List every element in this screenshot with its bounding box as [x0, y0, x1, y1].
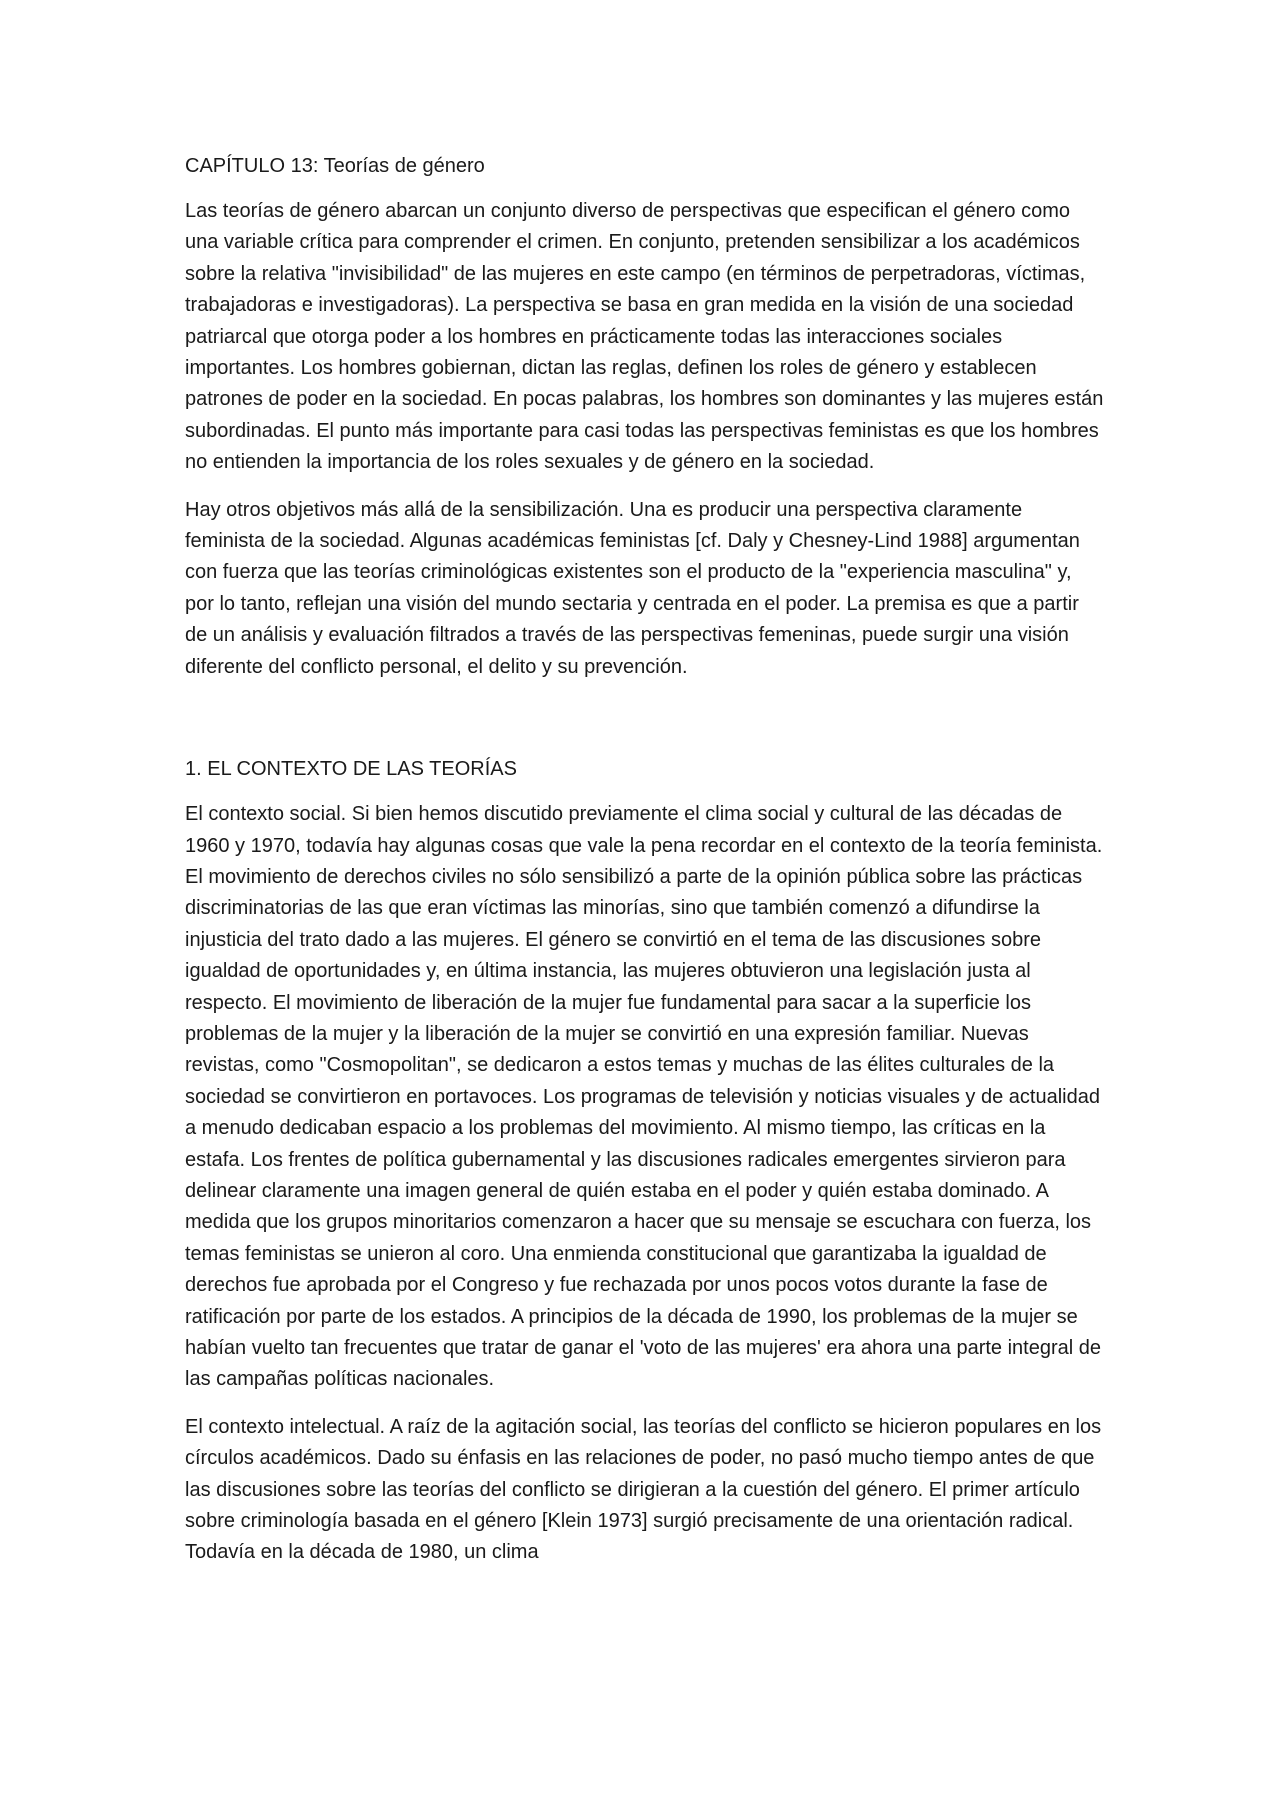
- chapter-title: CAPÍTULO 13: Teorías de género: [185, 155, 485, 177]
- section-title: 1. EL CONTEXTO DE LAS TEORÍAS: [185, 758, 517, 781]
- section-spacer: [185, 699, 1105, 753]
- intro-paragraph-2: Hay otros objetivos más allá de la sensibilización. Una es producir una perspectiva claramente feminista de la sociedad. Algunas académicas feministas [cf. Daly y Chesney-Lind 1988] argumentan con fuerza que las teorías criminológicas existentes son el producto de la "experiencia masculina" y, por lo tanto, reflejan una visión del mundo sectaria y centrada en el poder. La premisa es que a partir de un análisis y evaluación filtrados a través de las perspectivas femeninas, puede surgir una visión diferente del conflicto personal, el delito y su prevención.: [185, 498, 1080, 678]
- document-page: [185, 150, 1105, 1585]
- intro-paragraph-1: Las teorías de género abarcan un conjunto diverso de perspectivas que especifican el género como una variable crítica para comprender el crimen. En conjunto, pretenden sensibilizar a los académicos sobre la relativa "invisibilidad" de las mujeres en este campo (en términos de perpetradoras, víctimas, trabajadoras e investigadoras). La perspectiva se basa en gran medida en la visión de una sociedad patriarcal que otorga poder a los hombres en prácticamente todas las interacciones sociales importantes. Los hombres gobiernan, dictan las reglas, definen los roles de género y establecen patrones de poder en la sociedad. En pocas palabras, los hombres son dominantes y las mujeres están subordinadas. El punto más importante para casi todas las perspectivas feministas es que los hombres no entienden la importancia de los roles sexuales y de género en la sociedad.: [185, 200, 1104, 474]
- intellectual-context-paragraph: El contexto intelectual. A raíz de la agitación social, las teorías del conflicto se hicieron populares en los círculos académicos. Dado su énfasis en las relaciones de poder, no pasó mucho tiempo antes de que las discusiones sobre las teorías del conflicto se dirigieran a la cuestión del género. El primer artículo sobre criminología basada en el género [Klein 1973] surgió precisamente de una orientación radical. Todavía en la década de 1980, un clima: [185, 1415, 1102, 1564]
- social-context-paragraph: El contexto social. Si bien hemos discutido previamente el clima social y cultural de las décadas de 1960 y 1970, todavía hay algunas cosas que vale la pena recordar en el contexto de la teoría feminista. El movimiento de derechos civiles no sólo sensibilizó a parte de la opinión pública sobre las prácticas discriminatorias de las que eran víctimas las minorías, sino que también comenzó a difundirse la injusticia del trato dado a las mujeres. El género se convirtió en el tema de las discusiones sobre igualdad de oportunidades y, en última instancia, las mujeres obtuvieron una legislación justa al respecto. El movimiento de liberación de la mujer fue fundamental para sacar a la superficie los problemas de la mujer y la liberación de la mujer se convirtió en una expresión familiar. Nuevas revistas, como "Cosmopolitan", se dedicaron a estos temas y muchas de las élites culturales de la sociedad se convirtieron en portavoces. Los programas de televisión y noticias visuales y de actualidad a menudo dedicaban espacio a los problemas del movimiento. Al mismo tiempo, las críticas en la estafa. Los frentes de política gubernamental y las discusiones radicales emergentes sirvieron para delinear claramente una imagen general de quién estaba en el poder y quién estaba dominado. A medida que los grupos minoritarios comenzaron a hacer que su mensaje se escuchara con fuerza, los temas feministas se unieron al coro. Una enmienda constitucional que garantizaba la igualdad de derechos fue aprobada por el Congreso y fue rechazada por unos pocos votos durante la fase de ratificación por parte de los estados. A principios de la década de 1990, los problemas de la mujer se habían vuelto tan frecuentes que tratar de ganar el 'voto de las mujeres' era ahora una parte integral de las campañas políticas nacionales.: [185, 803, 1103, 1391]
